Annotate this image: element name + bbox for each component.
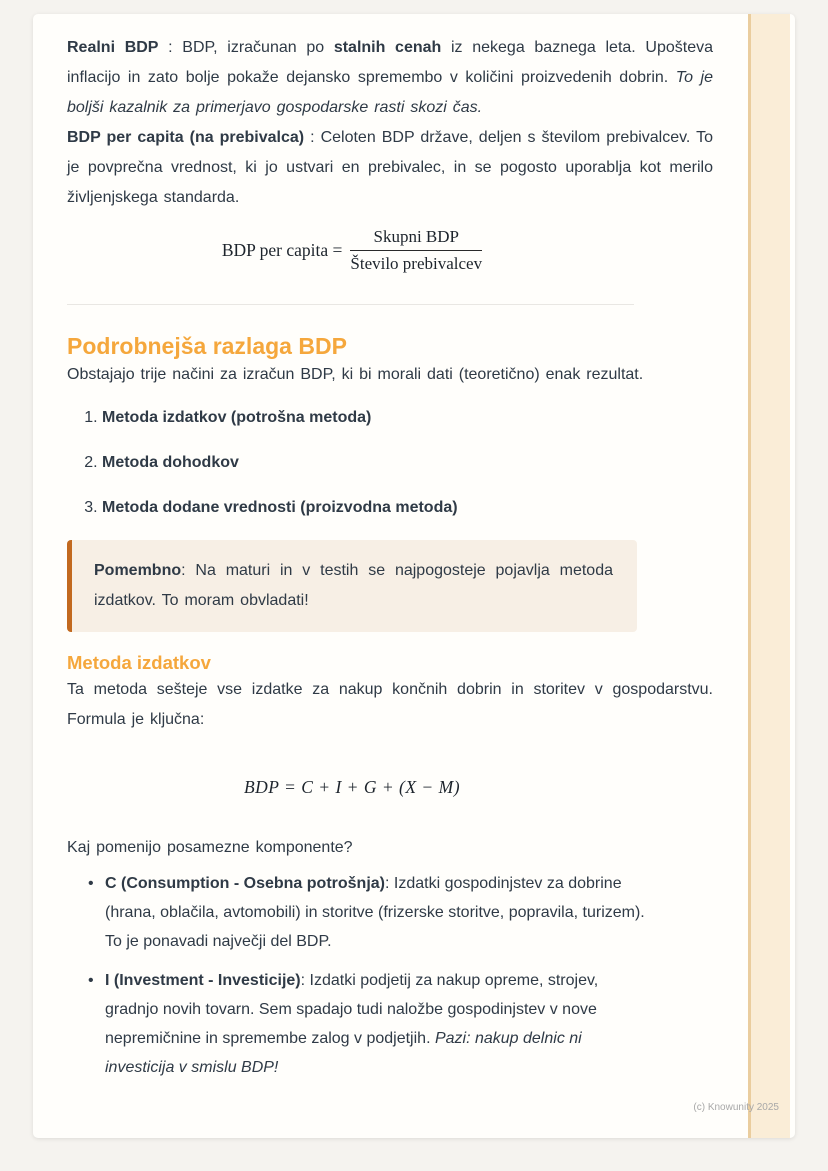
fraction: [350, 227, 482, 274]
paragraph-components-question: Kaj pomenijo posamezne komponente?: [67, 839, 353, 856]
formula-bdp-per-capita: [67, 227, 637, 274]
copyright-watermark: (c) Knowunity 2025: [693, 1102, 779, 1113]
subsection-heading: Metoda izdatkov: [67, 652, 211, 673]
fraction-denominator: Število prebivalcev: [350, 254, 483, 273]
paragraph-metoda-desc: Ta metoda sešteje vse izdatke za nakup končnih dobrin in storitev v gospodarstvu. Formula je ključna:: [67, 681, 713, 728]
components-bullet-list: [67, 869, 713, 1082]
list-item: 3. Metoda dodane vrednosti (proizvodna metoda): [102, 495, 713, 520]
list-item: 1. Metoda izdatkov (potrošna metoda): [102, 405, 713, 430]
formula-lhs: BDP per capita =: [221, 240, 343, 260]
section-heading: Podrobnejša razlaga BDP: [67, 333, 347, 359]
list-item: • I (Investment - Investicije): Izdatki podjetij za nakup opreme, strojev, gradnjo novih tovarn. Sem spadajo tudi naložbe gospodinjstev v nove nepremičnine in spremembe zalog v podjetjih. Pazi: nakup delnic ni investicija v smislu BDP!: [105, 966, 650, 1082]
important-callout: [67, 540, 637, 632]
methods-ordered-list: [67, 405, 713, 520]
paragraph-realni-bdp: Realni BDP : BDP, izračunan po stalnih cenah iz nekega baznega leta. Upošteva inflacijo in zato bolje pokaže dejansko spremembo v količini proizvedenih dobrin. To je boljši kazalnik za primerjavo gospodarske rasti skozi čas.: [67, 39, 714, 116]
list-item: • C (Consumption - Osebna potrošnja): Izdatki gospodinjstev za dobrine (hrana, oblačila, avtomobili) in storitve (frizerske storitve, popravila, turizem). To je ponavadi največji del BDP.: [105, 869, 650, 956]
document-page: [33, 14, 795, 1138]
list-item: 2. Metoda dohodkov: [102, 450, 713, 475]
formula-expenditure: BDP = C + I + G + (X − M): [243, 777, 461, 797]
paragraph-intro-methods: Obstajajo trije načini za izračun BDP, ki bi morali dati (teoretično) enak rezultat.: [67, 366, 644, 383]
callout-text: Pomembno: Na maturi in v testih se najpogosteje pojavlja metoda izdatkov. To moram obvladati!: [94, 562, 613, 609]
document-content: [67, 14, 713, 1092]
fraction-numerator: Skupni BDP: [350, 227, 482, 251]
paragraph-bdp-per-capita: BDP per capita (na prebivalca) : Celoten BDP države, deljen s številom prebivalcev. To je povprečna vrednost, ki jo ustvari en prebivalec, in se pogosto uporablja kot merilo življenjskega standarda.: [67, 129, 713, 206]
section-divider: [67, 304, 634, 305]
page-edge-strip: [748, 14, 790, 1138]
